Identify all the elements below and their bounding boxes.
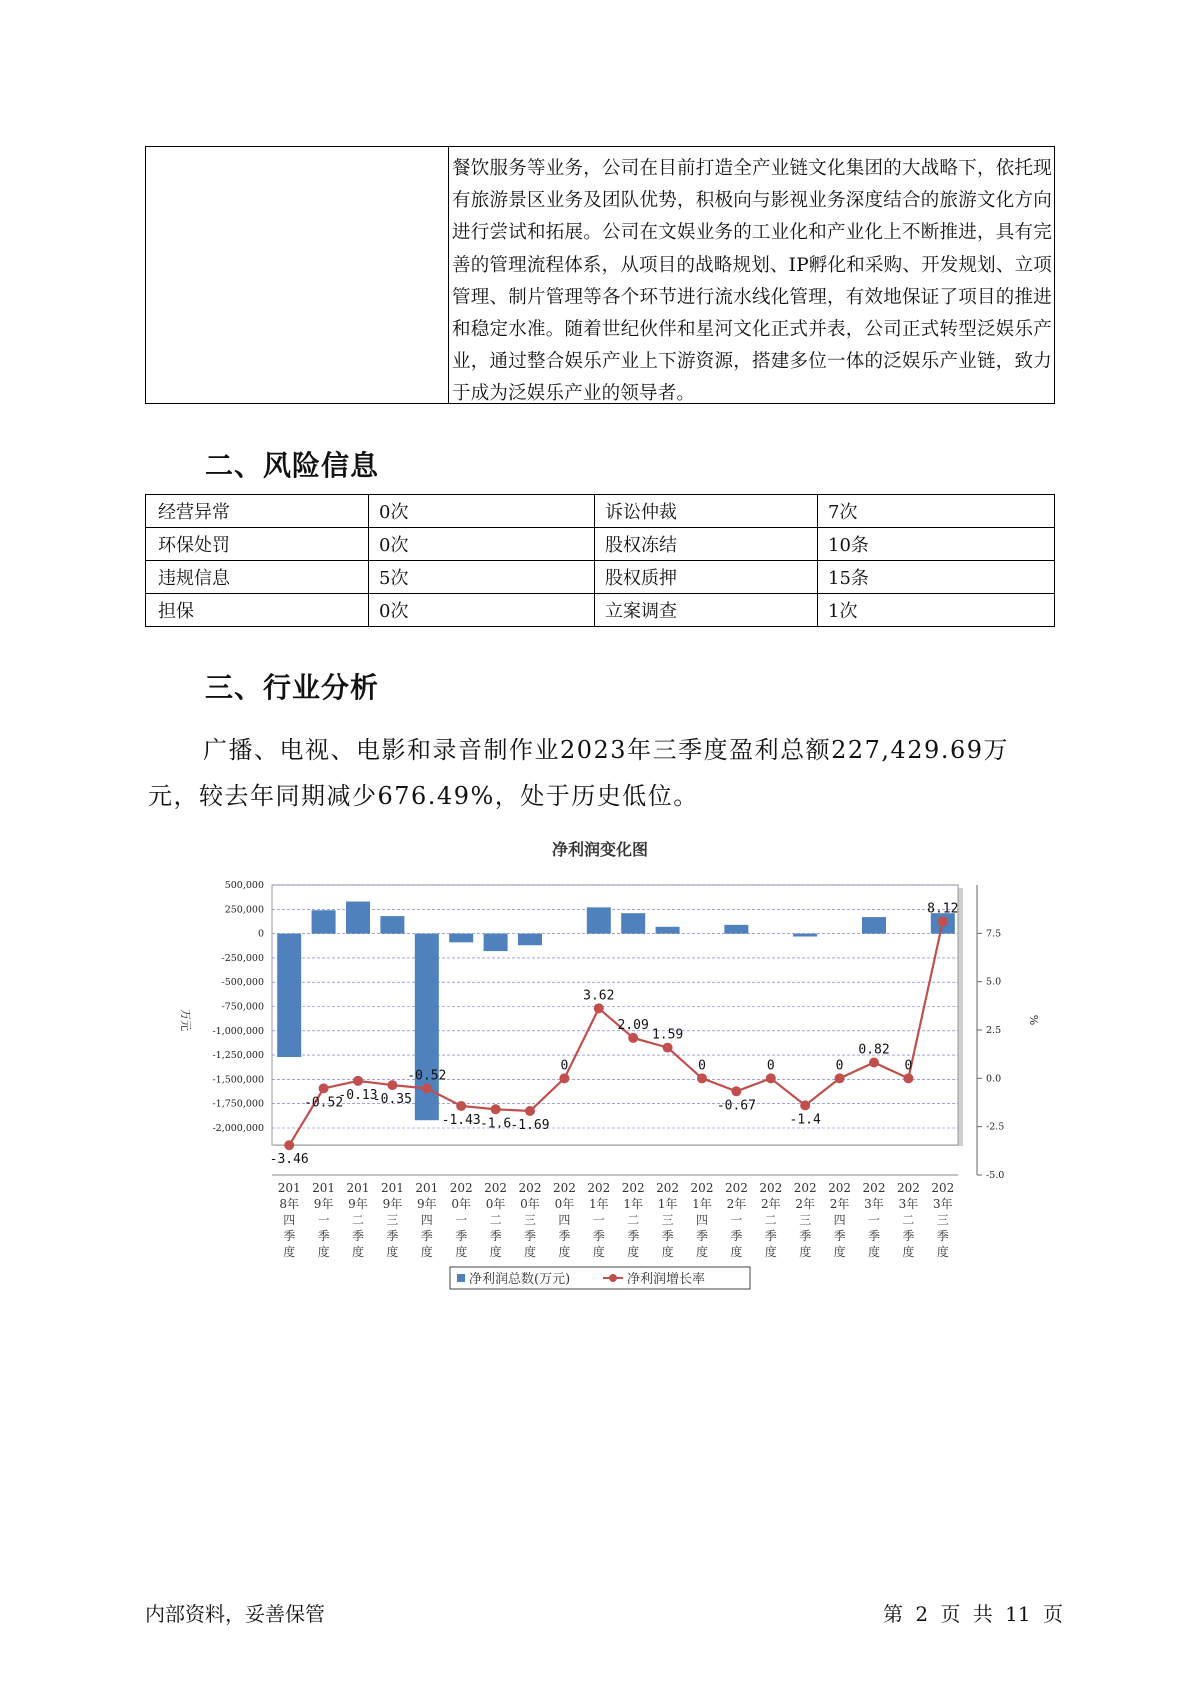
x-tick-label: 季 <box>455 1229 468 1243</box>
bar <box>346 902 370 934</box>
y-left-tick-label: -1,750,000 <box>212 1098 264 1110</box>
x-tick-label: 度 <box>627 1245 640 1259</box>
growth-rate-point <box>903 1073 913 1083</box>
x-tick-label: 季 <box>902 1229 915 1243</box>
bar <box>621 913 645 933</box>
risk-value: 5次 <box>369 561 595 594</box>
risk-value: 0次 <box>369 528 595 561</box>
x-tick-label: 三 <box>523 1213 537 1227</box>
x-tick-label: 9年 <box>416 1197 437 1211</box>
risk-value: 7次 <box>818 495 1055 528</box>
x-tick-label: 季 <box>833 1229 846 1243</box>
y-right-tick-label: -5.0 <box>986 1170 1005 1181</box>
growth-rate-data-label: -1.69 <box>510 1118 550 1134</box>
bar <box>380 916 404 933</box>
x-tick-label: 9年 <box>313 1197 334 1211</box>
x-tick-label: 202 <box>552 1181 576 1195</box>
net-profit-chart <box>150 835 1040 1295</box>
x-tick-label: 四 <box>833 1213 846 1227</box>
x-tick-label: 季 <box>799 1229 812 1243</box>
legend-swatch-marker <box>609 1274 617 1282</box>
legend-label-bar: 净利润总数(万元) <box>469 1272 571 1287</box>
growth-rate-data-label: -0.13 <box>338 1087 378 1103</box>
x-tick-label: 季 <box>420 1229 433 1243</box>
growth-rate-data-label: 2.09 <box>617 1017 649 1033</box>
y-left-tick-label: 250,000 <box>224 904 264 916</box>
y-left-tick-label: -500,000 <box>221 977 264 989</box>
x-tick-label: 季 <box>523 1229 537 1243</box>
y-left-tick-label: -1,250,000 <box>212 1050 264 1062</box>
growth-rate-point <box>319 1083 329 1093</box>
x-tick-label: 一 <box>592 1213 605 1227</box>
table-row <box>146 528 1055 561</box>
y-left-tick-label: 500,000 <box>224 880 264 891</box>
growth-rate-point <box>800 1100 810 1110</box>
x-tick-label: 二 <box>902 1213 915 1227</box>
x-tick-label: 0年 <box>485 1197 506 1211</box>
x-tick-label: 季 <box>936 1229 949 1243</box>
growth-rate-point <box>869 1057 879 1067</box>
x-tick-label: 度 <box>833 1245 846 1259</box>
risk-key: 立案调查 <box>595 594 818 627</box>
x-tick-label: 度 <box>455 1245 468 1259</box>
growth-rate-data-label: 0 <box>904 1058 913 1074</box>
x-tick-label: 季 <box>627 1229 640 1243</box>
x-tick-label: 一 <box>455 1213 468 1227</box>
x-tick-label: 季 <box>695 1229 709 1243</box>
x-tick-label: 2年 <box>760 1197 781 1211</box>
x-tick-label: 202 <box>518 1181 542 1195</box>
x-tick-label: 202 <box>656 1181 680 1195</box>
risk-value: 10条 <box>818 528 1055 561</box>
x-tick-label: 201 <box>277 1181 301 1195</box>
x-tick-label: 季 <box>764 1229 777 1243</box>
growth-rate-data-label: 0 <box>698 1058 706 1074</box>
growth-rate-point <box>766 1073 776 1083</box>
x-tick-label: 二 <box>627 1213 640 1227</box>
x-tick-label: 二 <box>489 1213 502 1227</box>
company-intro-label-cell <box>146 147 449 403</box>
legend-label-line: 净利润增长率 <box>627 1272 706 1287</box>
section-title-risk: 二、风险信息 <box>205 449 380 482</box>
growth-rate-point <box>663 1043 673 1053</box>
risk-table <box>145 494 1055 627</box>
table-row <box>146 495 1055 528</box>
bar <box>484 934 508 951</box>
x-tick-label: 季 <box>661 1229 674 1243</box>
x-tick-label: 9年 <box>348 1197 368 1211</box>
x-tick-label: 201 <box>380 1181 404 1195</box>
x-tick-label: 0年 <box>520 1197 540 1211</box>
x-tick-label: 1年 <box>657 1197 678 1211</box>
bar <box>277 934 301 1057</box>
bar <box>312 910 336 933</box>
x-tick-label: 202 <box>724 1181 748 1195</box>
bar <box>587 907 611 933</box>
growth-rate-data-label: 8.12 <box>927 901 959 917</box>
x-tick-label: 度 <box>867 1245 881 1259</box>
x-tick-label: 四 <box>558 1213 571 1227</box>
growth-rate-data-label: 0 <box>835 1058 844 1074</box>
x-tick-label: 3年 <box>932 1197 953 1211</box>
x-tick-label: 3年 <box>864 1197 884 1211</box>
x-tick-label: 2年 <box>829 1197 850 1211</box>
growth-rate-data-label: 0 <box>560 1058 569 1074</box>
x-tick-label: 201 <box>415 1181 439 1195</box>
x-tick-label: 1年 <box>692 1197 712 1211</box>
x-tick-label: 季 <box>283 1229 296 1243</box>
x-tick-label: 2年 <box>726 1197 747 1211</box>
x-tick-label: 四 <box>420 1213 433 1227</box>
growth-rate-point <box>628 1033 638 1043</box>
y-left-tick-label: -250,000 <box>221 952 264 964</box>
risk-value: 1次 <box>818 594 1055 627</box>
x-tick-label: 季 <box>351 1229 365 1243</box>
risk-value: 0次 <box>369 594 595 627</box>
growth-rate-data-label: -0.52 <box>304 1095 344 1111</box>
y-right-tick-label: 5.0 <box>986 976 1002 988</box>
risk-value: 15条 <box>818 561 1055 594</box>
growth-rate-point <box>697 1073 707 1083</box>
x-tick-label: 一 <box>317 1213 330 1227</box>
x-tick-label: 1年 <box>623 1197 644 1211</box>
growth-rate-point <box>353 1076 363 1086</box>
x-tick-label: 度 <box>592 1245 605 1259</box>
x-tick-label: 202 <box>690 1181 714 1195</box>
x-tick-label: 季 <box>386 1229 399 1243</box>
x-tick-label: 202 <box>759 1181 783 1195</box>
bar <box>656 927 680 934</box>
growth-rate-data-label: -3.46 <box>269 1152 309 1168</box>
growth-rate-data-label: -0.52 <box>407 1068 447 1084</box>
risk-key: 经营异常 <box>146 495 369 528</box>
x-tick-label: 度 <box>386 1245 399 1259</box>
growth-rate-data-label: 1.59 <box>651 1027 684 1043</box>
growth-rate-point <box>594 1003 604 1013</box>
x-tick-label: 度 <box>764 1245 777 1259</box>
x-tick-label: 季 <box>867 1229 881 1243</box>
x-tick-label: 202 <box>828 1181 852 1195</box>
growth-rate-data-label: -0.35 <box>372 1092 412 1108</box>
x-tick-label: 1年 <box>588 1197 609 1211</box>
x-tick-label: 202 <box>931 1181 955 1195</box>
growth-rate-data-label: -1.4 <box>789 1112 821 1128</box>
x-tick-label: 季 <box>489 1229 502 1243</box>
risk-value: 0次 <box>369 495 595 528</box>
x-tick-label: 二 <box>764 1213 777 1227</box>
growth-rate-point <box>387 1080 397 1090</box>
growth-rate-data-label: -1.6 <box>479 1116 512 1132</box>
bar <box>793 934 817 937</box>
x-tick-label: 201 <box>346 1181 370 1195</box>
x-tick-label: 0年 <box>554 1197 575 1211</box>
x-tick-label: 2年 <box>795 1197 816 1211</box>
x-tick-label: 季 <box>592 1229 605 1243</box>
chart-title: 净利润变化图 <box>551 840 649 859</box>
growth-rate-point <box>422 1083 432 1093</box>
growth-rate-data-label: -1.43 <box>441 1112 481 1128</box>
growth-rate-data-label: 0.82 <box>858 1042 890 1058</box>
x-tick-label: 202 <box>862 1181 886 1195</box>
risk-key: 股权质押 <box>595 561 818 594</box>
x-tick-label: 三 <box>661 1213 674 1227</box>
x-tick-label: 202 <box>896 1181 920 1195</box>
y-left-tick-label: -1,000,000 <box>212 1025 264 1037</box>
risk-key: 担保 <box>146 594 369 627</box>
company-intro-table <box>145 146 1055 404</box>
x-tick-label: 一 <box>730 1213 743 1227</box>
chart-svg <box>150 835 1040 1295</box>
growth-rate-point <box>456 1101 466 1111</box>
x-tick-label: 度 <box>695 1245 709 1259</box>
risk-key: 诉讼仲裁 <box>595 495 818 528</box>
x-tick-label: 度 <box>351 1245 365 1259</box>
bar <box>862 917 886 934</box>
y-right-axis-label: % <box>1027 1014 1040 1026</box>
industry-paragraph: 广播、电视、电影和录音制作业2023年三季度盈利总额227,429.69万元，较去年同期减少676.49%，处于历史低位。 <box>148 736 1009 810</box>
risk-key: 违规信息 <box>146 561 369 594</box>
x-tick-label: 季 <box>730 1229 743 1243</box>
growth-rate-point <box>284 1140 294 1150</box>
y-left-tick-label: -750,000 <box>221 1001 264 1013</box>
x-tick-label: 度 <box>661 1245 674 1259</box>
growth-rate-point <box>491 1104 501 1114</box>
x-tick-label: 8年 <box>279 1197 300 1211</box>
x-tick-label: 202 <box>484 1181 508 1195</box>
x-tick-label: 度 <box>489 1245 502 1259</box>
y-right-tick-label: -2.5 <box>986 1121 1005 1133</box>
footer-confidential: 内部资料，妥善保管 <box>145 1602 325 1626</box>
x-tick-label: 202 <box>449 1181 473 1195</box>
legend-swatch-bar <box>457 1274 465 1282</box>
bar <box>449 934 473 943</box>
x-tick-label: 二 <box>351 1213 365 1227</box>
growth-rate-data-label: 3.62 <box>583 988 615 1004</box>
y-right-tick-label: 0.0 <box>986 1073 1002 1085</box>
x-tick-label: 度 <box>317 1245 330 1259</box>
bar <box>518 934 542 946</box>
section-title-industry: 三、行业分析 <box>205 671 380 704</box>
x-tick-label: 季 <box>317 1229 330 1243</box>
x-tick-label: 度 <box>523 1245 537 1259</box>
x-tick-label: 度 <box>902 1245 915 1259</box>
y-left-tick-label: -1,500,000 <box>212 1074 264 1086</box>
x-tick-label: 度 <box>283 1245 296 1259</box>
x-tick-label: 度 <box>799 1245 812 1259</box>
company-intro-text: 餐饮服务等业务，公司在目前打造全产业链文化集团的大战略下，依托现有旅游景区业务及团队优势，积极向与影视业务深度结合的旅游文化方向进行尝试和拓展。公司在文娱业务的工业化和产业化上不断推进，具有完善的管理流程体系，从项目的战略规划、IP孵化和采购、开发规划、立项管理、制片管理等各个环节进行流水线化管理，有效地保证了项目的推进和稳定水准。随着世纪伙伴和星河文化正式并表，公司正式转型泛娱乐产业，通过整合娱乐产业上下游资源，搭建多位一体的泛娱乐产业链，致力于成为泛娱乐产业的领导者。 <box>452 158 1052 405</box>
x-tick-label: 202 <box>793 1181 817 1195</box>
growth-rate-point <box>525 1106 535 1116</box>
risk-key: 环保处罚 <box>146 528 369 561</box>
x-tick-label: 度 <box>936 1245 949 1259</box>
x-tick-label: 三 <box>799 1213 812 1227</box>
growth-rate-point <box>559 1073 569 1083</box>
x-tick-label: 度 <box>420 1245 433 1259</box>
growth-rate-data-label: -0.67 <box>716 1098 756 1114</box>
x-tick-label: 202 <box>621 1181 645 1195</box>
y-left-tick-label: -2,000,000 <box>212 1123 264 1134</box>
x-tick-label: 202 <box>587 1181 611 1195</box>
y-left-tick-label: 0 <box>257 928 264 940</box>
growth-rate-point <box>938 916 948 926</box>
risk-key: 股权冻结 <box>595 528 818 561</box>
x-tick-label: 0年 <box>451 1197 472 1211</box>
y-left-axis-label: 万元 <box>179 1009 192 1031</box>
x-tick-label: 度 <box>558 1245 571 1259</box>
x-tick-label: 三 <box>386 1213 399 1227</box>
y-right-tick-label: 2.5 <box>986 1025 1002 1036</box>
x-tick-label: 一 <box>867 1213 881 1227</box>
growth-rate-data-label: 0 <box>766 1058 775 1074</box>
x-tick-label: 3年 <box>898 1197 919 1211</box>
x-tick-label: 度 <box>730 1245 743 1259</box>
y-right-tick-label: 7.5 <box>986 928 1002 940</box>
x-tick-label: 三 <box>936 1213 949 1227</box>
x-tick-label: 四 <box>695 1213 709 1227</box>
x-tick-label: 季 <box>558 1229 571 1243</box>
growth-rate-point <box>835 1073 845 1083</box>
x-tick-label: 9年 <box>382 1197 403 1211</box>
table-row <box>146 561 1055 594</box>
footer-page-number: 第 2 页 共 11 页 <box>883 1602 1063 1626</box>
x-tick-label: 四 <box>283 1213 296 1227</box>
bar <box>724 925 748 934</box>
x-tick-label: 201 <box>312 1181 336 1195</box>
growth-rate-point <box>731 1086 741 1096</box>
table-row <box>146 594 1055 627</box>
